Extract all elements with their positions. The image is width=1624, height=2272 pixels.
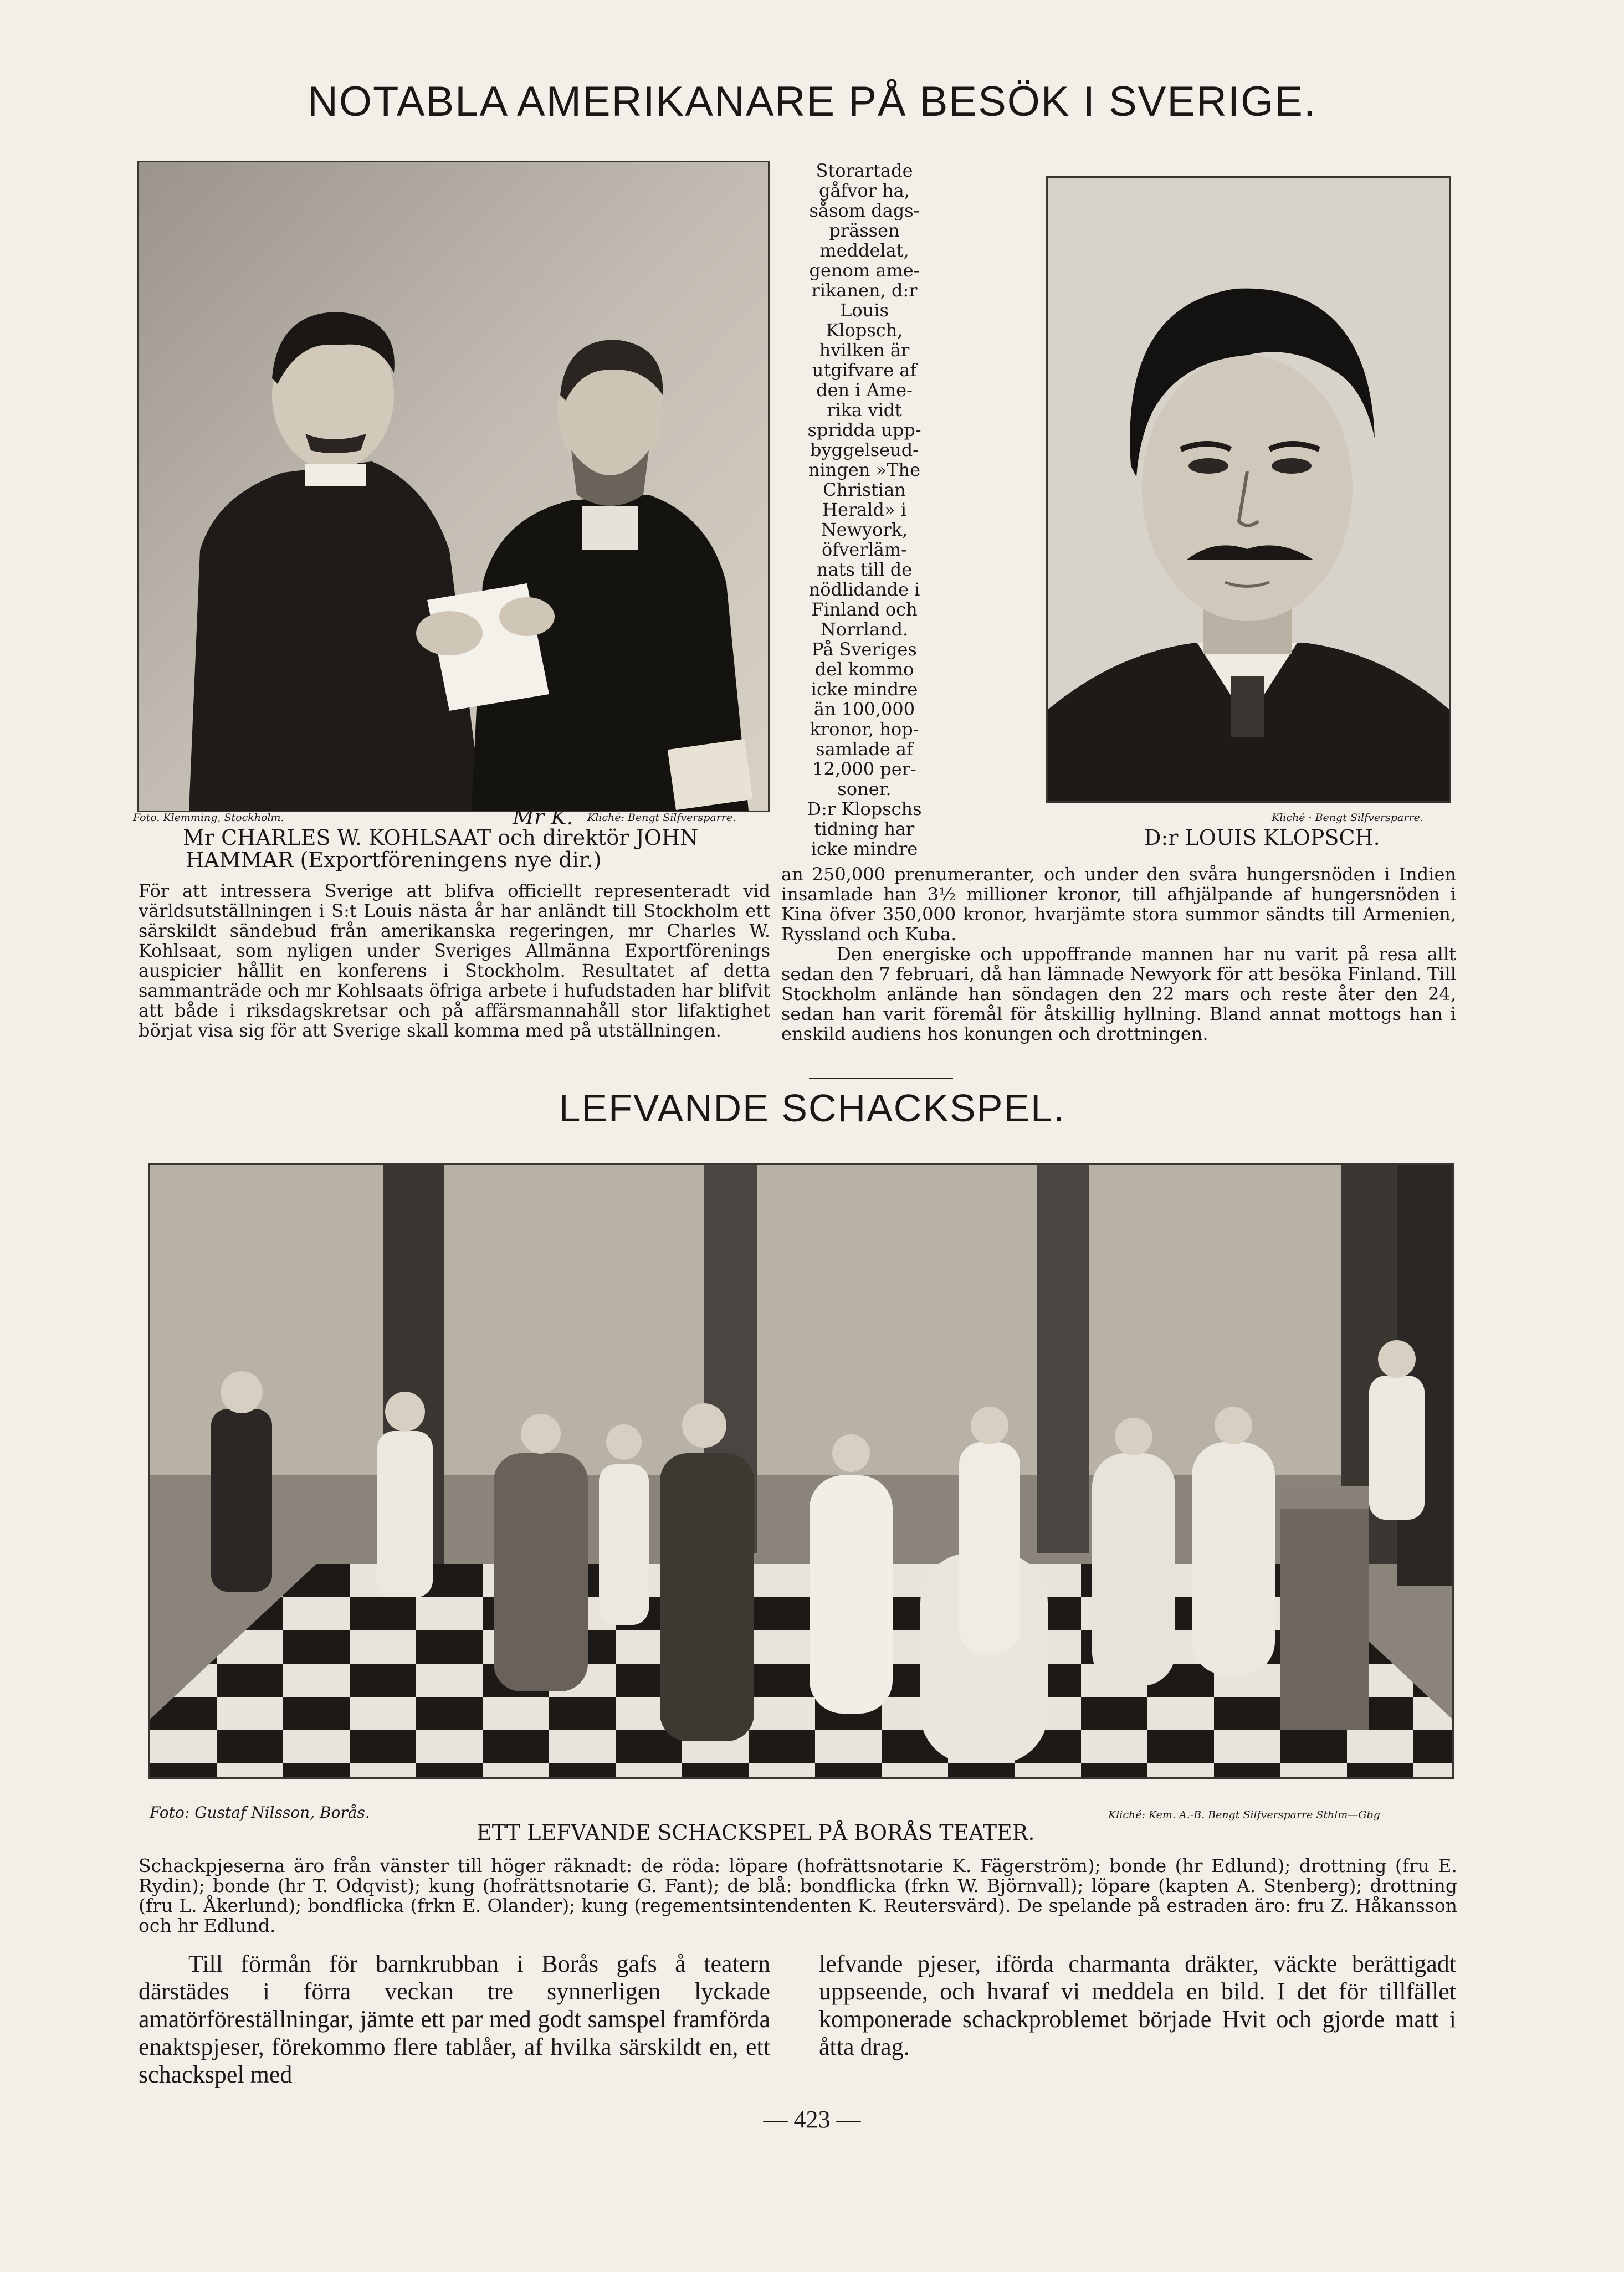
- narrow-line: genom ame-: [809, 260, 920, 281]
- narrow-line: Louis: [840, 300, 889, 321]
- narrow-line: samlade af: [816, 738, 913, 760]
- narrow-column: [778, 161, 950, 859]
- page-title: NOTABLA AMERIKANARE PÅ BESÖK I SVERIGE.: [308, 78, 1316, 125]
- narrow-line: rika vidt: [827, 399, 902, 420]
- section-divider: [809, 1078, 953, 1079]
- narrow-line: nats till de: [816, 559, 913, 580]
- narrow-line: Storartade: [816, 160, 913, 181]
- photo-klopsch-image: [1048, 178, 1449, 801]
- photo-caption: ETT LEFVANDE SCHACKSPEL PÅ BORÅS TEATER.: [477, 1820, 1035, 1845]
- photo-caption-line: Mr CHARLES W. KOHLSAAT och direktör JOHN: [183, 825, 699, 850]
- narrow-line: Finland och: [811, 599, 918, 620]
- narrow-line: del kommo: [814, 659, 914, 680]
- narrow-line: rikanen, d:r: [811, 280, 918, 301]
- photo-klopsch: [1046, 176, 1451, 803]
- narrow-line: icke mindre: [811, 838, 918, 859]
- narrow-line: Klopsch,: [826, 320, 903, 341]
- article-body: För att intressera Sverige att blifva officiellt representeradt vid världsutställningen i S:t Louis nästa år har anländt till Stockholm ett särskildt sändebud från amerikanska regeringen, mr Charles W. Kohlsaat, som nyligen under Sveriges Allmänna Exportförenings auspicier hållit en konferens i Stockholm. Resultatet af detta sammanträde och mr Kohlsaats öfriga arbete i hufudstaden har blifvit att både i riksdagskretsar och på affärsmannahåll stor lifaktighet börjat visa sig för att Sverige skall komma med på utställningen.: [139, 880, 770, 1041]
- narrow-line: tidning har: [814, 818, 915, 839]
- photo-caption: D:r LOUIS KLOPSCH.: [1144, 825, 1380, 850]
- narrow-line: meddelat,: [819, 240, 909, 261]
- narrow-line: såsom dags-: [809, 200, 920, 221]
- narrow-line: hvilken är: [819, 340, 910, 361]
- narrow-line: prässen: [829, 220, 900, 241]
- photo-credit: Foto: Gustaf Nilsson, Borås.: [150, 1803, 370, 1822]
- narrow-line: öfverläm-: [822, 539, 907, 560]
- narrow-line: än 100,000: [813, 699, 915, 720]
- narrow-line: gåfvor ha,: [818, 180, 910, 201]
- photo-caption: [183, 827, 803, 871]
- section-title: LEFVANDE SCHACKSPEL.: [559, 1086, 1065, 1130]
- page-number: — 423 —: [763, 2106, 861, 2133]
- article-column-right: lefvande pjeser, iförda charmanta dräkter, väckte berättigadt uppseende, och hvaraf vi meddela en bild. I det för tillfället komponerade schackproblemet började Hvit och gjorde matt i åtta drag.: [819, 1950, 1456, 2060]
- cliche-credit: Kliché: Kem. A.-B. Bengt Silfversparre Sthlm—Gbg: [1108, 1809, 1380, 1821]
- photo-kohlsaat-hammar: [137, 161, 770, 812]
- narrow-line: Herald» i: [822, 499, 906, 520]
- cast-list: Schackpjeserna äro från vänster till höger räknadt: de röda: löpare (hofrättsnotarie K. Fägerström); bonde (hr Edlund); drottning (fru E. Rydin); bonde (hr T. Odqvist); kung (hofrättsnotarie G. Fant); de blå: bondflicka (frkn W. Björnvall); löpare (kapten A. Stenberg); drottning (fru L. Åkerlund); bondflicka (frkn E. Olander); kung (regementsintendenten K. Reutersvärd). De spelande på estraden äro: fru Z. Håkansson och hr Edlund.: [139, 1855, 1457, 1936]
- narrow-line: den i Ame-: [816, 379, 913, 401]
- narrow-line: utgifvare af: [812, 360, 917, 381]
- photo-living-chess: [148, 1163, 1454, 1779]
- cliche-credit: Kliché: Bengt Silfversparre.: [587, 812, 736, 824]
- photo-caption-line: HAMMAR (Exportföreningens nye dir.): [186, 848, 602, 872]
- article-column-left: Till förmån för barnkrubban i Borås gafs å teatern därstädes i förra veckan tre synnerligen lyckade amatörföreställningar, jämte ett par med godt samspel framförda enaktspjeser, förekommo flere tablåer, af hvilka särskildt en, ett schackspel med: [139, 1950, 770, 2088]
- article-body: Den energiske och uppoffrande mannen har nu varit på resa allt sedan den 7 februari, då han lämnade Newyork för att besöka Finland. Till Stockholm anlände han söndagen den 22 mars och reste åter den 24, sedan han varit föremål för åtskillig hyllning. Bland annat mottogs han i enskild audiens hos konungen och drottningen.: [781, 943, 1456, 1044]
- narrow-line: Norrland.: [820, 619, 909, 640]
- narrow-line: kronor, hop-: [810, 719, 919, 740]
- narrow-line: spridda upp-: [807, 419, 921, 440]
- narrow-line: Christian: [823, 479, 906, 500]
- photo-credit: Foto. Klemming, Stockholm.: [133, 812, 284, 824]
- photo-living-chess-image: [150, 1165, 1452, 1777]
- narrow-line: soner.: [837, 778, 892, 799]
- narrow-line: icke mindre: [811, 679, 918, 700]
- narrow-line: D:r Klopschs: [807, 798, 922, 819]
- narrow-line: Newyork,: [821, 519, 908, 540]
- narrow-line: På Sveriges: [812, 639, 917, 660]
- article-body: an 250,000 prenumeranter, och under den svåra hungersnöden i Indien insamlade han 3½ millioner kronor, till afhjälpande af hungersnöden i Kina öfver 350,000 kronor, hvarjämte stora summor sändts till Armenien, Ryssland och Kuba.: [781, 864, 1456, 945]
- narrow-line: 12,000 per-: [812, 758, 916, 779]
- narrow-line: byggelseud-: [810, 439, 919, 460]
- cliche-credit: Kliché · Bengt Silfversparre.: [1272, 812, 1423, 824]
- photo-kohlsaat-hammar-image: [139, 162, 768, 811]
- narrow-line: nödlidande i: [808, 579, 920, 600]
- narrow-line: ningen »The: [808, 459, 921, 480]
- handwritten-signature: Mr K.: [513, 805, 573, 829]
